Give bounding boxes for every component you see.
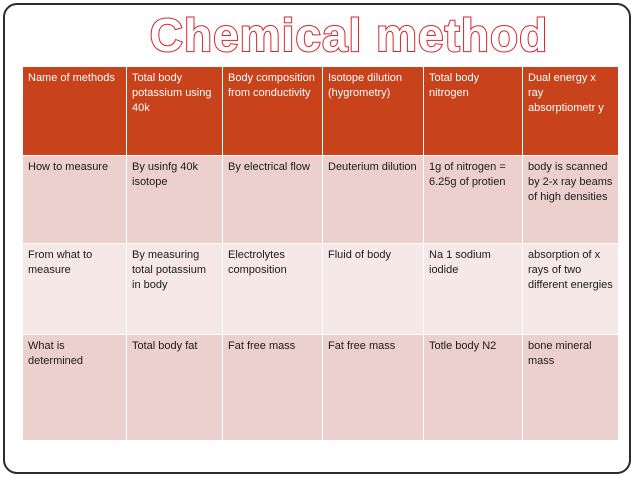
- table-cell: How to measure: [23, 156, 127, 244]
- header-cell-nitrogen: Total body nitrogen: [424, 67, 523, 156]
- table-cell: Fluid of body: [323, 244, 424, 335]
- table-cell: absorption of x rays of two different energies: [523, 244, 619, 335]
- table-cell: By electrical flow: [223, 156, 323, 244]
- header-cell-name-of-methods: Name of methods: [23, 67, 127, 156]
- slide-title: Chemical method: [149, 9, 549, 61]
- table-cell: 1g of nitrogen = 6.25g of protien: [424, 156, 523, 244]
- table-cell: Fat free mass: [323, 335, 424, 441]
- table-cell: body is scanned by 2-x ray beams of high densities: [523, 156, 619, 244]
- table-cell: From what to measure: [23, 244, 127, 335]
- table-cell: Total body fat: [127, 335, 223, 441]
- header-cell-conductivity: Body composition from conductivity: [223, 67, 323, 156]
- table-cell: Na 1 sodium iodide: [424, 244, 523, 335]
- header-cell-potassium: Total body potassium using 40k: [127, 67, 223, 156]
- table-cell: Electrolytes composition: [223, 244, 323, 335]
- header-cell-isotope-dilution: Isotope dilution (hygrometry): [323, 67, 424, 156]
- methods-table: [22, 66, 619, 441]
- table-cell: Deuterium dilution: [323, 156, 424, 244]
- table-row: [23, 335, 619, 441]
- header-cell-dual-energy: Dual energy x ray absorptiometr y: [523, 67, 619, 156]
- table-row: [23, 156, 619, 244]
- table-cell: Totle body N2: [424, 335, 523, 441]
- table-cell: Fat free mass: [223, 335, 323, 441]
- table-cell: bone mineral mass: [523, 335, 619, 441]
- table-cell: By usinfg 40k isotope: [127, 156, 223, 244]
- table-row: [23, 244, 619, 335]
- header-row: [23, 67, 619, 156]
- table-cell: What is determined: [23, 335, 127, 441]
- table-cell: By measuring total potassium in body: [127, 244, 223, 335]
- title-container: [0, 8, 638, 62]
